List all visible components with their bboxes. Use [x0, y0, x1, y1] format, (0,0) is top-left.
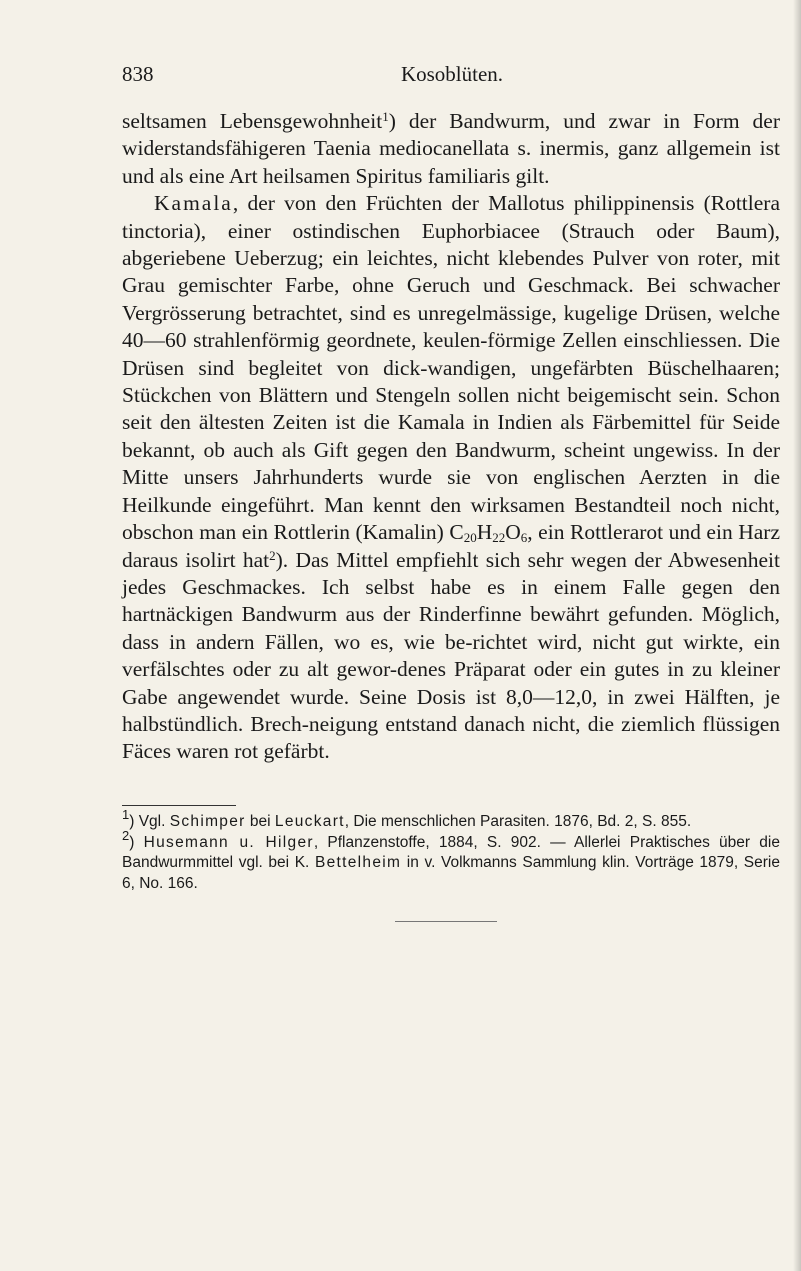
footnote-1-prefix: ) Vgl. [129, 813, 170, 830]
page-edge-shadow [793, 0, 801, 1271]
paragraph-1-text-b: ) der Bandwurm, und zwar in Form der widerstandsfähigeren Taenia mediocanellata s. inermis, ganz allgemein ist und als eine Art heilsamen Spiritus familiaris gilt. [122, 109, 780, 188]
footnote-1-rest: , Die menschlichen Parasiten. 1876, Bd. 2, S. 855. [344, 813, 692, 830]
footnote-mark-1: 1 [382, 109, 389, 124]
formula-sub-h: 22 [492, 530, 506, 546]
page-end-rule [395, 921, 497, 922]
footnote-2-author-2: Bettelheim [314, 854, 402, 872]
paragraph-2-text-d: , ein Rottlerarot und ein Harz daraus isolirt hat [122, 520, 780, 572]
footnote-divider [122, 805, 236, 806]
running-title: Kosoblüten. [400, 62, 504, 86]
kamala-term: Kamala [154, 191, 233, 216]
footnote-1 [122, 807, 780, 833]
formula-o: O [505, 520, 521, 545]
footnote-mark-2: 2 [269, 547, 276, 563]
footnote-2-mark: 2 [122, 827, 130, 843]
paragraph-1 [122, 108, 780, 190]
page-number: 838 [122, 62, 154, 86]
footnote-2-mid: , Pflanzenstoffe, 1884, S. 902. — Allerlei Praktisches über die Bandwurmmittel vgl. bei K. [122, 833, 780, 872]
footnote-1-mid: bei [245, 813, 275, 830]
footnote-2-prefix: ) [129, 833, 144, 851]
footnotes [122, 807, 780, 894]
body-text [122, 108, 780, 766]
formula-sub-o: 6 [520, 530, 528, 546]
formula-h: H [476, 520, 493, 545]
footnote-1-author-1: Schimper [169, 813, 246, 830]
paragraph-2-text-e: ). Das Mittel empfiehlt sich sehr wegen der Abwesenheit jedes Geschmackes. Ich selbst habe es in einem Falle gegen den hartnäckigen Bandwurm aus der Rinderfinne bewährt gefunden. Möglich, dass in andern Fällen, wo es, wie be-richtet wird, nicht gut wirkte, ein verfälschtes oder zu alt gewor-denes Präparat oder ein gutes in zu kleiner Gabe angewendet wurde. Seine Dosis ist 8,0—12,0, in zwei Hälften, je halbstündlich. Brech-neigung entstand danach nicht, die ziemlich flüssigen Fäces waren rot gefärbt. [122, 547, 780, 764]
footnote-2 [122, 827, 780, 895]
paragraph-2-text-a: , der von den Früchten der Mallotus philippinensis (Rottlera tinctoria), einer ostindischen Euphorbiacee (Strauch oder Baum), abgeriebene Ueberzug; ein leichtes, nicht klebendes Pulver von roter, mit Grau gemischter Farbe, ohne Geruch und Geschmack. Bei schwacher Vergrösserung betrachtet, sind es unregelmässige, kugelige Drüsen, welche 40—60 strahlenförmig geordnete, keulen-förmige Zellen einschliessen. Die Drüsen sind begleitet von dick-wandigen, ungefärbten Büschelhaaren; Stückchen von Blättern und Stengeln sollen nicht beigemischt sein. Schon seit den ältesten Zeiten ist die Kamala in Indien als Färbemittel für Seide bekannt, ob auch als Gift gegen den Bandwurm, scheint ungewiss. In der Mitte unsers Jahrhunderts wurde sie von englischen Aerzten in die Heilkunde eingeführt. Man kennt den wirksamen Bestandteil noch nicht, obschon man ein Rottlerin (Kamalin) C [122, 191, 780, 545]
paragraph-2 [122, 190, 780, 766]
footnote-2-author-1: Husemann u. Hilger [143, 833, 314, 851]
page-header [122, 62, 782, 92]
formula-sub-c: 20 [463, 530, 477, 546]
footnote-1-mark: 1 [122, 807, 130, 822]
footnote-2-rest: in v. Volkmanns Sammlung klin. Vorträge 1879, Serie 6, No. 166. [122, 854, 780, 892]
footnote-1-author-2: Leuckart [274, 813, 345, 830]
paragraph-1-text-a: seltsamen Lebensgewohnheit [122, 109, 383, 133]
